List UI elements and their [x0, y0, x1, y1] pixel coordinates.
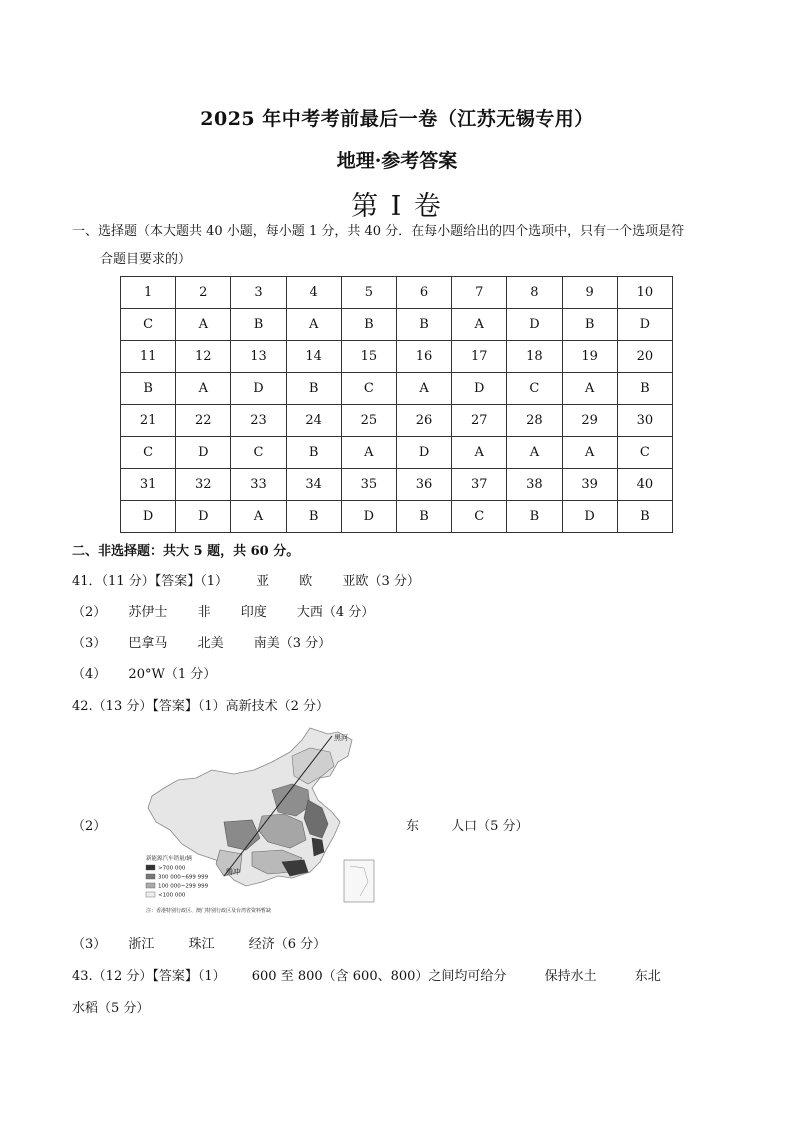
q41-p2-a: 苏伊士	[128, 605, 168, 620]
q41-head: 41．（11 分）【答案】（1）	[72, 574, 228, 589]
question-number-cell: 3	[231, 277, 286, 309]
answer-cell: D	[507, 309, 562, 341]
q41-p2-b: 非	[197, 605, 211, 620]
answer-cell: B	[286, 437, 341, 469]
answer-cell: A	[176, 373, 231, 405]
section1-heading-line1: 一、选择题（本大题共 40 小题，每小题 1 分，共 40 分．在每小题给出的四个选项中，只有一个选项是符	[72, 224, 685, 239]
question-number-cell: 12	[176, 341, 231, 373]
q41-p4-label: （4）	[72, 667, 107, 682]
question-number-cell: 15	[341, 341, 396, 373]
q41-line2	[72, 601, 374, 620]
question-number-cell: 33	[231, 469, 286, 501]
question-number-cell: 19	[562, 341, 617, 373]
q43-p1-c: 东北	[634, 969, 661, 984]
answer-cell: C	[507, 373, 562, 405]
answer-cell: A	[452, 309, 507, 341]
map-note: 注：香港特别行政区、澳门特别行政区及台湾省资料暂缺	[146, 908, 272, 914]
question-number-cell: 40	[617, 469, 672, 501]
q41-line1	[72, 570, 420, 589]
q41-p3-a: 巴拿马	[128, 636, 168, 651]
question-number-cell: 35	[341, 469, 396, 501]
answer-cell: D	[176, 437, 231, 469]
answer-cell: B	[562, 309, 617, 341]
question-number-cell: 27	[452, 405, 507, 437]
q43-p1-a: 600 至 800（含 600、800）之间均可给分	[251, 969, 507, 984]
answer-cell: B	[396, 309, 451, 341]
answer-cell: B	[231, 309, 286, 341]
answer-cell: D	[396, 437, 451, 469]
volume-heading: 第 I 卷	[351, 191, 443, 222]
q42-p3-label: （3）	[72, 937, 107, 952]
question-number-cell: 30	[617, 405, 672, 437]
answer-cell: D	[176, 501, 231, 533]
q42-p2-label: （2）	[72, 819, 107, 834]
question-number-cell: 16	[396, 341, 451, 373]
answer-cell: B	[121, 373, 176, 405]
q41-line3	[72, 632, 331, 651]
question-number-cell: 4	[286, 277, 341, 309]
question-number-cell: 20	[617, 341, 672, 373]
answer-cell: D	[341, 501, 396, 533]
answer-cell: B	[286, 501, 341, 533]
q41-p3-c: 南美（3 分）	[253, 636, 332, 651]
section1-heading-line2: 合题目要求的）	[100, 252, 192, 267]
answer-cell: A	[562, 437, 617, 469]
question-number-cell: 7	[452, 277, 507, 309]
question-number-cell: 1	[121, 277, 176, 309]
document-title: 2025 年中考考前最后一卷（江苏无锡专用）	[200, 108, 594, 130]
map-label-tengchong: 腾冲	[226, 868, 240, 876]
question-number-cell: 39	[562, 469, 617, 501]
answer-row	[121, 373, 673, 405]
question-number-cell: 36	[396, 469, 451, 501]
question-number-cell: 25	[341, 405, 396, 437]
q41-p2-c: 印度	[240, 605, 267, 620]
q42-p2-a: 东	[406, 819, 420, 834]
q42-p3-a: 浙江	[128, 937, 155, 952]
answer-cell: C	[617, 437, 672, 469]
q42-p3-b: 珠江	[188, 937, 215, 952]
question-number-cell: 10	[617, 277, 672, 309]
answer-cell: D	[562, 501, 617, 533]
q41-p1-b: 欧	[299, 574, 313, 589]
legend-swatch-2	[146, 874, 155, 879]
answer-cell: A	[452, 437, 507, 469]
answer-cell: A	[562, 373, 617, 405]
answer-cell: C	[452, 501, 507, 533]
q42-line3	[72, 933, 326, 952]
document-subtitle: 地理·参考答案	[336, 150, 458, 172]
question-number-cell: 24	[286, 405, 341, 437]
question-number-cell: 5	[341, 277, 396, 309]
q42-head: 42.（13 分）【答案】（1）高新技术（2 分）	[72, 699, 330, 714]
answer-cell: B	[507, 501, 562, 533]
legend-label-3: 100 000~299 999	[158, 883, 209, 890]
answer-cell: A	[176, 309, 231, 341]
legend-swatch-3	[146, 883, 155, 888]
question-number-cell: 31	[121, 469, 176, 501]
question-number-cell: 38	[507, 469, 562, 501]
legend-label-1: >700 000	[158, 865, 186, 872]
q41-line4	[72, 663, 216, 682]
question-number-cell: 2	[176, 277, 231, 309]
section2-heading: 二、非选择题：共大 5 题，共 60 分。	[72, 544, 300, 559]
question-number-row	[121, 405, 673, 437]
answer-cell: D	[617, 309, 672, 341]
question-number-cell: 8	[507, 277, 562, 309]
question-number-cell: 21	[121, 405, 176, 437]
answer-cell: B	[341, 309, 396, 341]
question-number-cell: 37	[452, 469, 507, 501]
south-china-sea-inset	[344, 860, 374, 902]
question-number-cell: 17	[452, 341, 507, 373]
legend-swatch-1	[146, 865, 155, 870]
question-number-row	[121, 469, 673, 501]
answer-cell: B	[617, 373, 672, 405]
answer-cell: D	[231, 373, 286, 405]
question-number-cell: 34	[286, 469, 341, 501]
q43-p1-b: 保持水土	[544, 969, 597, 984]
q41-p4-a: 20°W（1 分）	[128, 667, 217, 682]
question-number-cell: 29	[562, 405, 617, 437]
legend-label-4: <100 000	[158, 892, 186, 899]
answer-cell: A	[286, 309, 341, 341]
answer-cell: B	[396, 501, 451, 533]
q41-p2-label: （2）	[72, 605, 107, 620]
answer-row	[121, 501, 673, 533]
question-number-cell: 9	[562, 277, 617, 309]
q43-line2: 水稻（5 分）	[72, 1001, 150, 1016]
question-number-cell: 22	[176, 405, 231, 437]
q42-p3-c: 经济（6 分）	[248, 937, 327, 952]
question-number-cell: 23	[231, 405, 286, 437]
question-number-cell: 32	[176, 469, 231, 501]
answer-cell: A	[231, 501, 286, 533]
question-number-cell: 26	[396, 405, 451, 437]
question-number-cell: 18	[507, 341, 562, 373]
answer-table	[120, 276, 673, 533]
question-number-cell: 13	[231, 341, 286, 373]
answer-cell: A	[507, 437, 562, 469]
answer-cell: C	[341, 373, 396, 405]
q41-p3-b: 北美	[197, 636, 224, 651]
question-number-row	[121, 277, 673, 309]
question-number-row	[121, 341, 673, 373]
answer-cell: B	[286, 373, 341, 405]
question-number-cell: 28	[507, 405, 562, 437]
q43-head: 43.（12 分）【答案】（1）	[72, 969, 226, 984]
answer-cell: C	[121, 309, 176, 341]
map-label-heihe: 黑河	[334, 734, 348, 742]
map-region-northeast	[292, 748, 334, 784]
q42-p2-answers	[406, 815, 529, 834]
china-ev-sales-map	[142, 726, 382, 918]
q42-p2-b: 人口（5 分）	[451, 819, 529, 834]
question-number-cell: 11	[121, 341, 176, 373]
q41-p2-d: 大西（4 分）	[296, 605, 375, 620]
answer-cell: A	[396, 373, 451, 405]
q41-p1-c: 亚欧（3 分）	[342, 574, 420, 589]
answer-cell: C	[231, 437, 286, 469]
q41-p3-label: （3）	[72, 636, 107, 651]
answer-cell: D	[452, 373, 507, 405]
legend-swatch-4	[146, 892, 155, 897]
legend-label-2: 300 000~699 999	[158, 874, 209, 881]
question-number-cell: 14	[286, 341, 341, 373]
q41-p1-a: 亚	[256, 574, 270, 589]
q43-line1	[72, 965, 661, 984]
answer-row	[121, 309, 673, 341]
answer-row	[121, 437, 673, 469]
answer-cell: A	[341, 437, 396, 469]
legend-title: 新能源汽车销量/辆	[146, 856, 192, 862]
answer-cell: C	[121, 437, 176, 469]
question-number-cell: 6	[396, 277, 451, 309]
answer-cell: D	[121, 501, 176, 533]
answer-cell: B	[617, 501, 672, 533]
